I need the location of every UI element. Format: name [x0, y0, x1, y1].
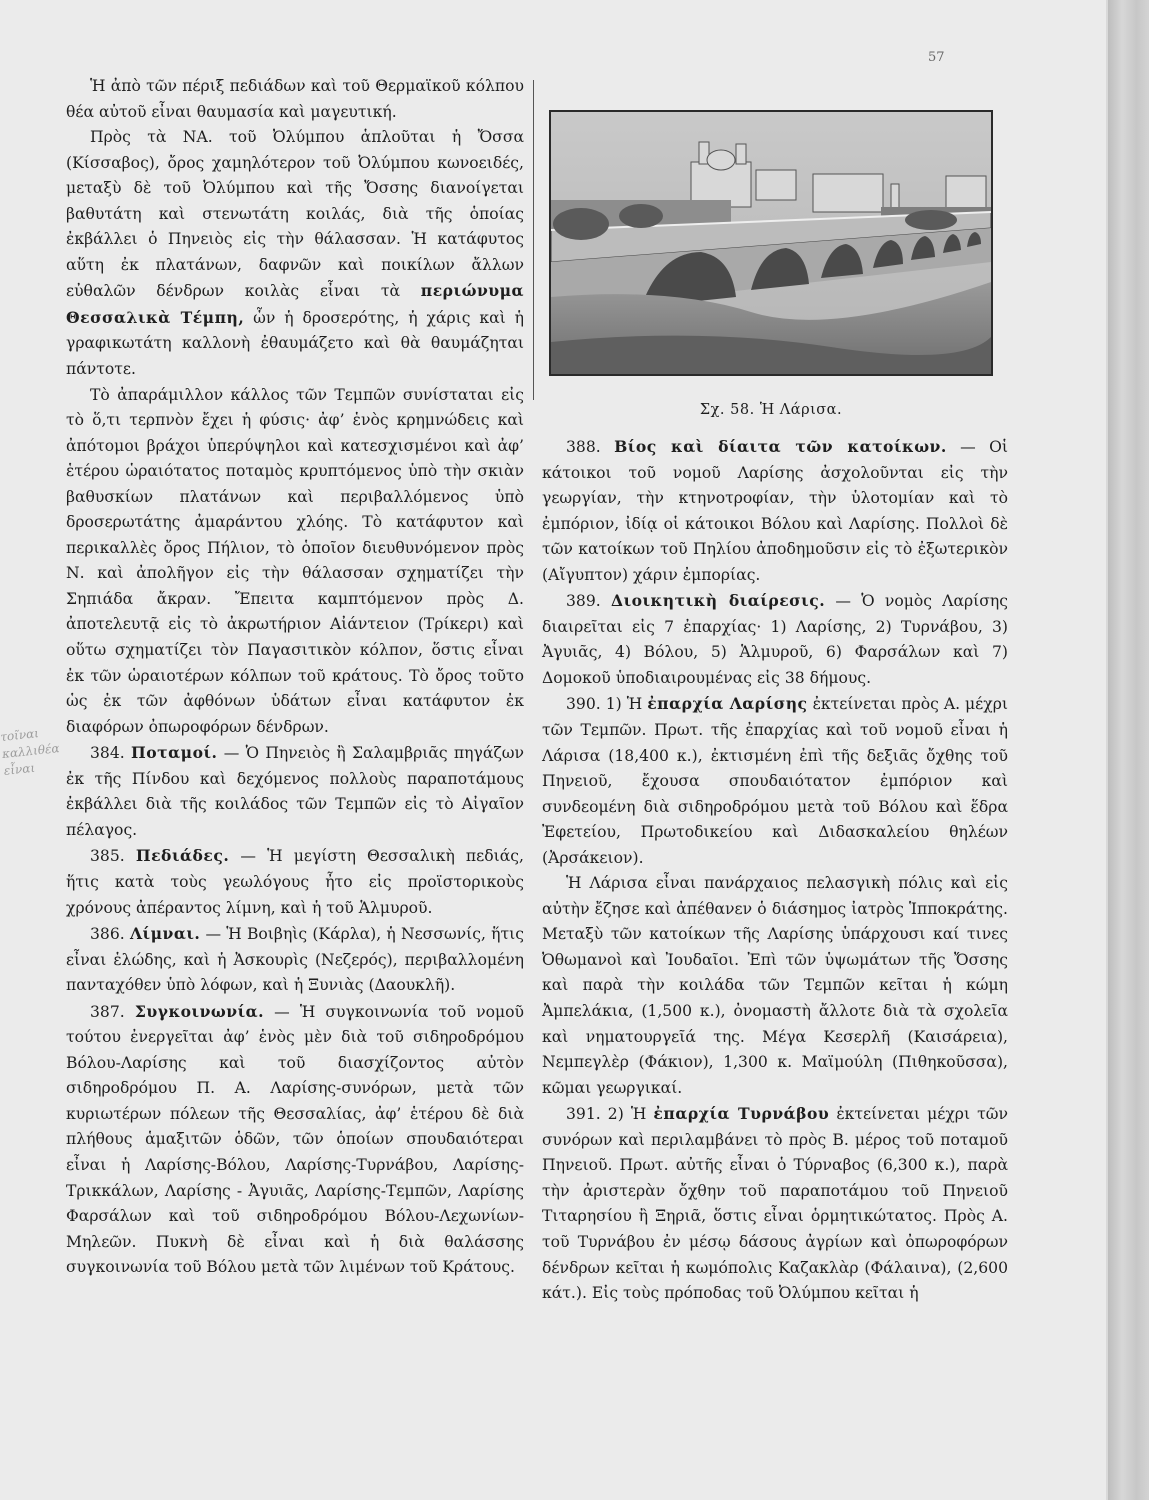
- bold-term-tempe: περιώνυμα Θεσσαλικὰ Τέμπη,: [66, 281, 524, 327]
- section-heading: ἐπαρχία Λαρίσης: [647, 694, 808, 714]
- section-heading: Ποταμοί.: [131, 743, 218, 763]
- section-heading: Διοικητικὴ διαίρεσις.: [610, 591, 826, 611]
- section-number: 385.: [90, 847, 125, 866]
- section-number: 387.: [90, 1002, 125, 1021]
- page-number: 57: [928, 50, 945, 65]
- section-heading: ἐπαρχία Τυρνάβου: [653, 1104, 830, 1124]
- section-388-life: 388. Βίος καὶ δίαιτα τῶν κατοίκων. — Οἱ κάτοικοι τοῦ νομοῦ Λαρίσης ἀσχολοῦνται εἰς τὴν γεωργίαν, τὴν κτηνοτροφίαν, τὴν ὑλοτομίαν καὶ τὸ ἐμπόριον, ἰδίᾳ οἱ κάτοικοι Βόλου καὶ Λαρίσης. Πολλοὶ δὲ τῶν κατοίκων τοῦ Πηλίου ἀποδημοῦσιν εἰς τὸ ἐξωτερικὸν (Αἴγυπτον) χάριν ἐμπορίας.: [542, 437, 1008, 584]
- section-391-tyrnavos-province: 391. 2) Ἡ ἐπαρχία Τυρνάβου ἐκτείνεται μέχρι τῶν συνόρων καὶ περιλαμβάνει τὸ πρὸς Β. μέρος τοῦ ποταμοῦ Πηνειοῦ. Πρωτ. αὐτῆς εἶναι ὁ Τύρναβος (6,300 κ.), παρὰ τὴν ἀριστερὰν ὄχθην τοῦ παραποτάμου τοῦ Πηνειοῦ Τιταρησίου ἢ Ξηριᾶ, ὅστις εἶναι ὁρμητικώτατος. Πρὸς Α. τοῦ Τυρνάβου ἐν μέσῳ δάσους ἀγρίων καὶ ὀπωροφόρων δένδρων κεῖται ἡ κωμόπολις Καζακλὰρ (Φάλαινα), (2,600 κάτ.). Εἰς τοὺς πρόποδας τοῦ Ὀλύμπου κεῖται ἡ: [542, 1104, 1008, 1303]
- section-number: 391. 2) Ἡ: [566, 1105, 647, 1124]
- section-number: 388.: [566, 438, 601, 456]
- figure-larisa-bridge-photo: [549, 110, 993, 376]
- column-divider: [533, 80, 534, 400]
- section-386-lakes: 386. Λίμναι. — Ἡ Βοιβηὶς (Κάρλα), ἡ Νεσσωνίς, ἥτις εἶναι ἑλώδης, καὶ ἡ Ἀσκουρὶς (Νεζερός), περιβαλλομένη πανταχόθεν ὑπὸ λόφων, καὶ ἡ Ξυνιὰς (Δαουκλῆ).: [66, 924, 524, 995]
- photo-illustration: [551, 112, 991, 374]
- section-385-plains: 385. Πεδιάδες. — Ἡ μεγίστη Θεσσαλικὴ πεδιάς, ἥτις κατὰ τοὺς γεωλόγους ἦτο εἰς προϊστορικοὺς χρόνους ἀπέραντος λίμνη, καὶ ἡ τοῦ Ἁλμυροῦ.: [66, 846, 524, 917]
- page-edge: [1108, 0, 1149, 1500]
- section-384-rivers: 384. Ποταμοί. — Ὁ Πηνειὸς ἢ Σαλαμβριᾶς πηγάζων ἐκ τῆς Πίνδου καὶ δεχόμενος πολλοὺς παραποτάμους ἐκβάλλει διὰ τῆς κοιλάδος τῶν Τεμπῶν εἰς τὸ Αἰγαῖον πέλαγος.: [66, 743, 524, 839]
- paragraph-larisa-history: Ἡ Λάρισα εἶναι πανάρχαιος πελασγικὴ πόλις καὶ εἰς αὐτὴν ἔζησε καὶ ἀπέθανεν ὁ διάσημος ἰατρὸς Ἱπποκράτης. Μεταξὺ τῶν κατοίκων τῆς Λαρίσης ὑπάρχουσι καί τινες Ὀθωμανοὶ καὶ Ἰουδαῖοι. Ἐπὶ τῶν ὑψωμάτων τῆς Ὄσσης καὶ παρὰ τὴν κοιλάδα τῶν Τεμπῶν κεῖται ἡ κώμη Ἀμπελάκια, (1,500 κ.), ὀνομαστὴ ἄλλοτε διὰ τὰ σχολεῖα καὶ νηματουργεῖά της. Μέγα Κεσερλῆ (Καισάρεια), Νεμπεγλὲρ (Φάκιον), 1,300 κ. Μαϊμούλη (Πιθηκοῦσσα), κῶμαι γεωργικαί.: [542, 874, 1008, 1097]
- figure-caption: Σχ. 58. Ἡ Λάρισα.: [699, 402, 843, 418]
- section-heading: Πεδιάδες.: [135, 846, 230, 866]
- section-heading: Λίμναι.: [129, 924, 201, 944]
- handwritten-margin-note: τοῖναι καλλιθέα εἶναι: [0, 726, 61, 778]
- section-heading: Συγκοινωνία.: [134, 1001, 265, 1021]
- section-390-larisa-province: 390. 1) Ἡ ἐπαρχία Λαρίσης ἐκτείνεται πρὸς Α. μέχρι τῶν Τεμπῶν. Πρωτ. τῆς ἐπαρχίας καὶ τοῦ νομοῦ εἶναι ἡ Λάρισα (18,400 κ.), ἐκτισμένη ἐπὶ τῆς δεξιᾶς ὄχθης τοῦ Πηνειοῦ, ἔχουσα σπουδαιότατον ἐμπόριον καὶ συνδεομένη διὰ σιδηροδρόμου μετὰ τοῦ Βόλου καὶ ἕδρα Ἐφετείου, Πρωτοδικείου καὶ Διδασκαλείου θηλέων (Ἀρσάκειον).: [542, 694, 1008, 867]
- section-heading: Βίος καὶ δίαιτα τῶν κατοίκων.: [614, 437, 947, 456]
- paragraph-ossa-tempe: Πρὸς τὰ ΝΑ. τοῦ Ὀλύμπου ἁπλοῦται ἡ Ὄσσα (Κίσσαβος), ὄρος χαμηλότερον τοῦ Ὀλύμπου κωνοειδές, μεταξὺ δὲ τοῦ Ὀλύμπου καὶ τῆς Ὄσσης διανοίγεται βαθυτάτη καὶ στενωτάτη κοιλάς, διὰ τῆς ὁποίας ἐκβάλλει ὁ Πηνειὸς εἰς τὴν θάλασσαν. Ἡ κατάφυτος αὕτη ἐκ πλατάνων, δαφνῶν καὶ ποικίλων ἄλλων εὐθαλῶν δένδρων κοιλὰς εἶναι τὰ περιώνυμα Θεσσαλικὰ Τέμπη, ὧν ἡ δροσερότης, ἡ χάρις καὶ ἡ γραφικωτάτη καλλονὴ ἐθαυμάζετο καὶ θὰ θαυμάζηται πάντοτε.: [66, 128, 524, 379]
- section-number: 390. 1) Ἡ: [566, 695, 643, 714]
- paragraph-intro: Ἡ ἀπὸ τῶν πέριξ πεδιάδων καὶ τοῦ Θερμαϊκοῦ κόλπου θέα αὐτοῦ εἶναι θαυμασία καὶ μαγευτική.: [66, 77, 524, 121]
- section-389-division: 389. Διοικητικὴ διαίρεσις. — Ὁ νομὸς Λαρίσης διαιρεῖται εἰς 7 ἐπαρχίας· 1) Λαρίσης, 2) Τυρνάβου, 3) Ἀγυιᾶς, 4) Βόλου, 5) Ἁλμυροῦ, 6) Φαρσάλων καὶ 7) Δομοκοῦ ὑποδιαιρουμένας εἰς 38 δήμους.: [542, 591, 1008, 687]
- section-number: 384.: [90, 744, 125, 763]
- left-text-column: [66, 74, 524, 1281]
- paragraph-tempe-beauty: Τὸ ἀπαράμιλλον κάλλος τῶν Τεμπῶν συνίσταται εἰς τὸ ὅ,τι τερπνὸν ἔχει ἡ φύσις· ἀφ’ ἑνὸς κρημνώδεις καὶ ἀπότομοι βράχοι ὑπερύψηλοι καὶ κατεσχισμένοι καὶ ἀφ’ ἑτέρου ὡραιότατος ποταμὸς κρυπτόμενος ὑπὸ τὴν σκιὰν βαθυσκίων πλατάνων καὶ περιβαλλόμενος ὑπὸ δροσερωτάτης ἀμαράντου χλόης. Τὸ κατάφυτον καὶ περικαλλὲς ὄρος Πήλιον, τὸ ὁποῖον διευθυνόμενον πρὸς Ν. καὶ ἀπολῆγον εἰς τὴν θάλασσαν σχηματίζει τὴν Σηπιάδα ἄκραν. Ἔπειτα καμπτόμενον πρὸς Δ. ἀποτελευτᾷ εἰς τὸ ἀκρωτήριον Αἰάντειον (Τρίκερι) καὶ οὕτω σχηματίζει τὸν Παγασιτικὸν κόλπον, ὅστις εἶναι ἐκ τῶν ὡραιοτέρων κόλπων τοῦ κράτους. Τὸ ὄρος τοῦτο ὡς ἐκ τῶν ἀφθόνων ὑδάτων εἶναι κατάφυτον ἐκ διαφόρων ὀπωροφόρων δένδρων.: [66, 385, 524, 736]
- section-387-communication: 387. Συγκοινωνία. — Ἡ συγκοινωνία τοῦ νομοῦ τούτου ἐνεργεῖται ἀφ’ ἑνὸς μὲν διὰ τοῦ σιδηροδρόμου Βόλου-Λαρίσης καὶ τοῦ διασχίζοντος αὐτὸν σιδηροδρόμου Π. Α. Λαρίσης-συνόρων, μετὰ τῶν κυριωτέρων πόλεων τῆς Θεσσαλίας, ἀφ’ ἑτέρου δὲ διὰ πλήθους ἁμαξιτῶν ὁδῶν, τῶν ὁποίων σπουδαιότεραι εἶναι ἡ Λαρίσης-Βόλου, Λαρίσης-Τυρνάβου, Λαρίσης-Τρικκάλων, Λαρίσης - Ἀγυιᾶς, Λαρίσης-Τεμπῶν, Λαρίσης Φαρσάλων καὶ τοῦ σιδηροδρόμου Βόλου-Λεχωνίων-Μηλεῶν. Πυκνὴ δὲ εἶναι καὶ ἡ διὰ θαλάσσης συγκοινωνία τοῦ Βόλου μετὰ τῶν λιμένων τοῦ Κράτους.: [66, 1001, 524, 1277]
- right-text-column: [542, 434, 1008, 1307]
- section-number: 386.: [90, 925, 125, 944]
- section-number: 389.: [566, 592, 601, 611]
